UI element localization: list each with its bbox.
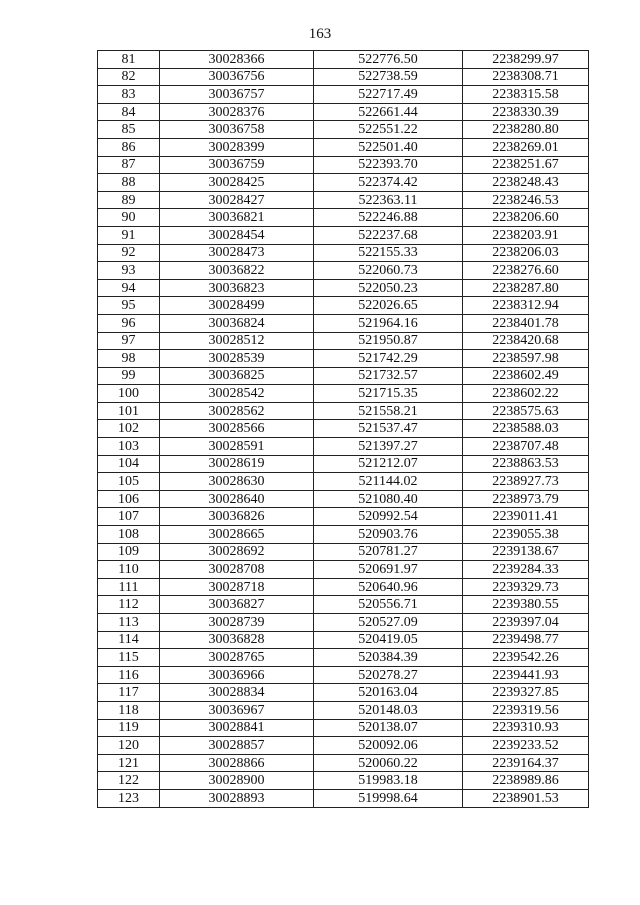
- point-number-cell: 92: [98, 244, 160, 262]
- y-coordinate-cell: 2239233.52: [463, 737, 589, 755]
- point-number-cell: 99: [98, 367, 160, 385]
- point-number-cell: 105: [98, 473, 160, 491]
- y-coordinate-cell: 2238246.53: [463, 191, 589, 209]
- point-number-cell: 98: [98, 350, 160, 368]
- point-id-cell: 30036827: [160, 596, 314, 614]
- point-number-cell: 94: [98, 279, 160, 297]
- point-id-cell: 30036756: [160, 68, 314, 86]
- table-row: [98, 385, 589, 403]
- y-coordinate-cell: 2238927.73: [463, 473, 589, 491]
- point-number-cell: 100: [98, 385, 160, 403]
- table-row: [98, 578, 589, 596]
- table-row: [98, 86, 589, 104]
- point-id-cell: 30028834: [160, 684, 314, 702]
- x-coordinate-cell: 520060.22: [314, 754, 463, 772]
- point-number-cell: 121: [98, 754, 160, 772]
- table-row: [98, 666, 589, 684]
- x-coordinate-cell: 521964.16: [314, 314, 463, 332]
- x-coordinate-cell: 522363.11: [314, 191, 463, 209]
- x-coordinate-cell: 522237.68: [314, 226, 463, 244]
- x-coordinate-cell: 520163.04: [314, 684, 463, 702]
- table-row: [98, 226, 589, 244]
- y-coordinate-cell: 2238312.94: [463, 297, 589, 315]
- point-id-cell: 30028619: [160, 455, 314, 473]
- point-number-cell: 82: [98, 68, 160, 86]
- table-row: [98, 68, 589, 86]
- table-row: [98, 191, 589, 209]
- y-coordinate-cell: 2238420.68: [463, 332, 589, 350]
- point-id-cell: 30028499: [160, 297, 314, 315]
- x-coordinate-cell: 522393.70: [314, 156, 463, 174]
- point-number-cell: 122: [98, 772, 160, 790]
- point-id-cell: 30028427: [160, 191, 314, 209]
- x-coordinate-cell: 521732.57: [314, 367, 463, 385]
- point-id-cell: 30028376: [160, 103, 314, 121]
- point-number-cell: 117: [98, 684, 160, 702]
- y-coordinate-cell: 2239380.55: [463, 596, 589, 614]
- y-coordinate-cell: 2238206.03: [463, 244, 589, 262]
- x-coordinate-cell: 522026.65: [314, 297, 463, 315]
- point-id-cell: 30036824: [160, 314, 314, 332]
- table-row: [98, 614, 589, 632]
- x-coordinate-cell: 522155.33: [314, 244, 463, 262]
- y-coordinate-cell: 2238602.22: [463, 385, 589, 403]
- table-row: [98, 772, 589, 790]
- x-coordinate-cell: 520527.09: [314, 614, 463, 632]
- point-id-cell: 30028539: [160, 350, 314, 368]
- point-id-cell: 30036826: [160, 508, 314, 526]
- x-coordinate-cell: 522661.44: [314, 103, 463, 121]
- point-id-cell: 30028366: [160, 51, 314, 69]
- table-row: [98, 279, 589, 297]
- y-coordinate-cell: 2238251.67: [463, 156, 589, 174]
- page-number: 163: [308, 26, 332, 42]
- point-id-cell: 30028566: [160, 420, 314, 438]
- y-coordinate-cell: 2239284.33: [463, 561, 589, 579]
- x-coordinate-cell: 521144.02: [314, 473, 463, 491]
- x-coordinate-cell: 522738.59: [314, 68, 463, 86]
- point-id-cell: 30036966: [160, 666, 314, 684]
- point-id-cell: 30028630: [160, 473, 314, 491]
- x-coordinate-cell: 521397.27: [314, 438, 463, 456]
- point-id-cell: 30028841: [160, 719, 314, 737]
- table-row: [98, 420, 589, 438]
- point-number-cell: 110: [98, 561, 160, 579]
- x-coordinate-cell: 519998.64: [314, 789, 463, 807]
- y-coordinate-cell: 2238602.49: [463, 367, 589, 385]
- table-row: [98, 174, 589, 192]
- point-id-cell: 30028708: [160, 561, 314, 579]
- table-row: [98, 332, 589, 350]
- table-row: [98, 754, 589, 772]
- point-number-cell: 87: [98, 156, 160, 174]
- y-coordinate-cell: 2239441.93: [463, 666, 589, 684]
- point-number-cell: 108: [98, 526, 160, 544]
- table-row: [98, 719, 589, 737]
- point-number-cell: 107: [98, 508, 160, 526]
- y-coordinate-cell: 2238575.63: [463, 402, 589, 420]
- point-number-cell: 86: [98, 138, 160, 156]
- point-number-cell: 88: [98, 174, 160, 192]
- point-id-cell: 30028718: [160, 578, 314, 596]
- point-id-cell: 30036758: [160, 121, 314, 139]
- x-coordinate-cell: 521950.87: [314, 332, 463, 350]
- y-coordinate-cell: 2238330.39: [463, 103, 589, 121]
- point-id-cell: 30036759: [160, 156, 314, 174]
- point-number-cell: 103: [98, 438, 160, 456]
- table-row: [98, 367, 589, 385]
- x-coordinate-cell: 520992.54: [314, 508, 463, 526]
- table-row: [98, 209, 589, 227]
- point-number-cell: 109: [98, 543, 160, 561]
- x-coordinate-cell: 522776.50: [314, 51, 463, 69]
- x-coordinate-cell: 520138.07: [314, 719, 463, 737]
- x-coordinate-cell: 520384.39: [314, 649, 463, 667]
- y-coordinate-cell: 2239397.04: [463, 614, 589, 632]
- point-number-cell: 111: [98, 578, 160, 596]
- point-id-cell: 30028399: [160, 138, 314, 156]
- point-number-cell: 112: [98, 596, 160, 614]
- y-coordinate-cell: 2238588.03: [463, 420, 589, 438]
- x-coordinate-cell: 522717.49: [314, 86, 463, 104]
- point-id-cell: 30028640: [160, 490, 314, 508]
- point-number-cell: 83: [98, 86, 160, 104]
- coordinates-table-body: [98, 51, 589, 808]
- table-row: [98, 701, 589, 719]
- point-number-cell: 90: [98, 209, 160, 227]
- x-coordinate-cell: 521537.47: [314, 420, 463, 438]
- point-number-cell: 91: [98, 226, 160, 244]
- point-id-cell: 30028857: [160, 737, 314, 755]
- y-coordinate-cell: 2239327.85: [463, 684, 589, 702]
- x-coordinate-cell: 520092.06: [314, 737, 463, 755]
- x-coordinate-cell: 522246.88: [314, 209, 463, 227]
- point-number-cell: 116: [98, 666, 160, 684]
- point-id-cell: 30036757: [160, 86, 314, 104]
- table-row: [98, 473, 589, 491]
- table-row: [98, 508, 589, 526]
- x-coordinate-cell: 521742.29: [314, 350, 463, 368]
- point-number-cell: 89: [98, 191, 160, 209]
- point-number-cell: 95: [98, 297, 160, 315]
- table-row: [98, 684, 589, 702]
- y-coordinate-cell: 2238597.98: [463, 350, 589, 368]
- x-coordinate-cell: 522060.73: [314, 262, 463, 280]
- table-row: [98, 631, 589, 649]
- x-coordinate-cell: 519983.18: [314, 772, 463, 790]
- table-row: [98, 596, 589, 614]
- point-id-cell: 30028562: [160, 402, 314, 420]
- x-coordinate-cell: 520903.76: [314, 526, 463, 544]
- x-coordinate-cell: 520278.27: [314, 666, 463, 684]
- y-coordinate-cell: 2238401.78: [463, 314, 589, 332]
- table-row: [98, 51, 589, 69]
- table-row: [98, 438, 589, 456]
- point-id-cell: 30028765: [160, 649, 314, 667]
- point-number-cell: 115: [98, 649, 160, 667]
- point-number-cell: 81: [98, 51, 160, 69]
- point-id-cell: 30028893: [160, 789, 314, 807]
- point-id-cell: 30036825: [160, 367, 314, 385]
- x-coordinate-cell: 520148.03: [314, 701, 463, 719]
- point-id-cell: 30036822: [160, 262, 314, 280]
- point-id-cell: 30036828: [160, 631, 314, 649]
- point-id-cell: 30036821: [160, 209, 314, 227]
- y-coordinate-cell: 2239329.73: [463, 578, 589, 596]
- point-id-cell: 30028866: [160, 754, 314, 772]
- table-row: [98, 455, 589, 473]
- y-coordinate-cell: 2238901.53: [463, 789, 589, 807]
- point-id-cell: 30036967: [160, 701, 314, 719]
- x-coordinate-cell: 521715.35: [314, 385, 463, 403]
- x-coordinate-cell: 520419.05: [314, 631, 463, 649]
- point-number-cell: 85: [98, 121, 160, 139]
- table-row: [98, 737, 589, 755]
- y-coordinate-cell: 2239164.37: [463, 754, 589, 772]
- point-number-cell: 96: [98, 314, 160, 332]
- table-row: [98, 350, 589, 368]
- point-id-cell: 30028692: [160, 543, 314, 561]
- point-number-cell: 102: [98, 420, 160, 438]
- point-id-cell: 30028454: [160, 226, 314, 244]
- y-coordinate-cell: 2238707.48: [463, 438, 589, 456]
- x-coordinate-cell: 522501.40: [314, 138, 463, 156]
- table-row: [98, 649, 589, 667]
- x-coordinate-cell: 520691.97: [314, 561, 463, 579]
- y-coordinate-cell: 2239498.77: [463, 631, 589, 649]
- point-number-cell: 84: [98, 103, 160, 121]
- y-coordinate-cell: 2239011.41: [463, 508, 589, 526]
- table-row: [98, 490, 589, 508]
- point-id-cell: 30028665: [160, 526, 314, 544]
- x-coordinate-cell: 520640.96: [314, 578, 463, 596]
- y-coordinate-cell: 2239542.26: [463, 649, 589, 667]
- table-row: [98, 103, 589, 121]
- y-coordinate-cell: 2238206.60: [463, 209, 589, 227]
- table-row: [98, 789, 589, 807]
- point-number-cell: 113: [98, 614, 160, 632]
- point-number-cell: 114: [98, 631, 160, 649]
- x-coordinate-cell: 522050.23: [314, 279, 463, 297]
- point-number-cell: 123: [98, 789, 160, 807]
- table-row: [98, 543, 589, 561]
- point-number-cell: 119: [98, 719, 160, 737]
- x-coordinate-cell: 521212.07: [314, 455, 463, 473]
- y-coordinate-cell: 2238973.79: [463, 490, 589, 508]
- point-number-cell: 106: [98, 490, 160, 508]
- table-row: [98, 297, 589, 315]
- x-coordinate-cell: 522374.42: [314, 174, 463, 192]
- x-coordinate-cell: 520556.71: [314, 596, 463, 614]
- table-row: [98, 121, 589, 139]
- y-coordinate-cell: 2238287.80: [463, 279, 589, 297]
- table-row: [98, 244, 589, 262]
- y-coordinate-cell: 2239138.67: [463, 543, 589, 561]
- point-id-cell: 30028591: [160, 438, 314, 456]
- point-id-cell: 30028739: [160, 614, 314, 632]
- table-row: [98, 402, 589, 420]
- y-coordinate-cell: 2239319.56: [463, 701, 589, 719]
- y-coordinate-cell: 2238863.53: [463, 455, 589, 473]
- y-coordinate-cell: 2238269.01: [463, 138, 589, 156]
- table-row: [98, 156, 589, 174]
- x-coordinate-cell: 522551.22: [314, 121, 463, 139]
- y-coordinate-cell: 2239055.38: [463, 526, 589, 544]
- point-id-cell: 30028512: [160, 332, 314, 350]
- y-coordinate-cell: 2238308.71: [463, 68, 589, 86]
- point-id-cell: 30028900: [160, 772, 314, 790]
- y-coordinate-cell: 2239310.93: [463, 719, 589, 737]
- point-id-cell: 30028425: [160, 174, 314, 192]
- table-row: [98, 561, 589, 579]
- point-number-cell: 97: [98, 332, 160, 350]
- table-row: [98, 262, 589, 280]
- point-id-cell: 30028473: [160, 244, 314, 262]
- y-coordinate-cell: 2238315.58: [463, 86, 589, 104]
- point-number-cell: 104: [98, 455, 160, 473]
- y-coordinate-cell: 2238989.86: [463, 772, 589, 790]
- point-id-cell: 30028542: [160, 385, 314, 403]
- x-coordinate-cell: 521080.40: [314, 490, 463, 508]
- y-coordinate-cell: 2238299.97: [463, 51, 589, 69]
- y-coordinate-cell: 2238280.80: [463, 121, 589, 139]
- table-row: [98, 138, 589, 156]
- y-coordinate-cell: 2238203.91: [463, 226, 589, 244]
- point-number-cell: 118: [98, 701, 160, 719]
- x-coordinate-cell: 520781.27: [314, 543, 463, 561]
- coordinates-table: [97, 50, 589, 808]
- x-coordinate-cell: 521558.21: [314, 402, 463, 420]
- point-number-cell: 101: [98, 402, 160, 420]
- table-row: [98, 314, 589, 332]
- table-row: [98, 526, 589, 544]
- point-id-cell: 30036823: [160, 279, 314, 297]
- point-number-cell: 93: [98, 262, 160, 280]
- y-coordinate-cell: 2238248.43: [463, 174, 589, 192]
- point-number-cell: 120: [98, 737, 160, 755]
- y-coordinate-cell: 2238276.60: [463, 262, 589, 280]
